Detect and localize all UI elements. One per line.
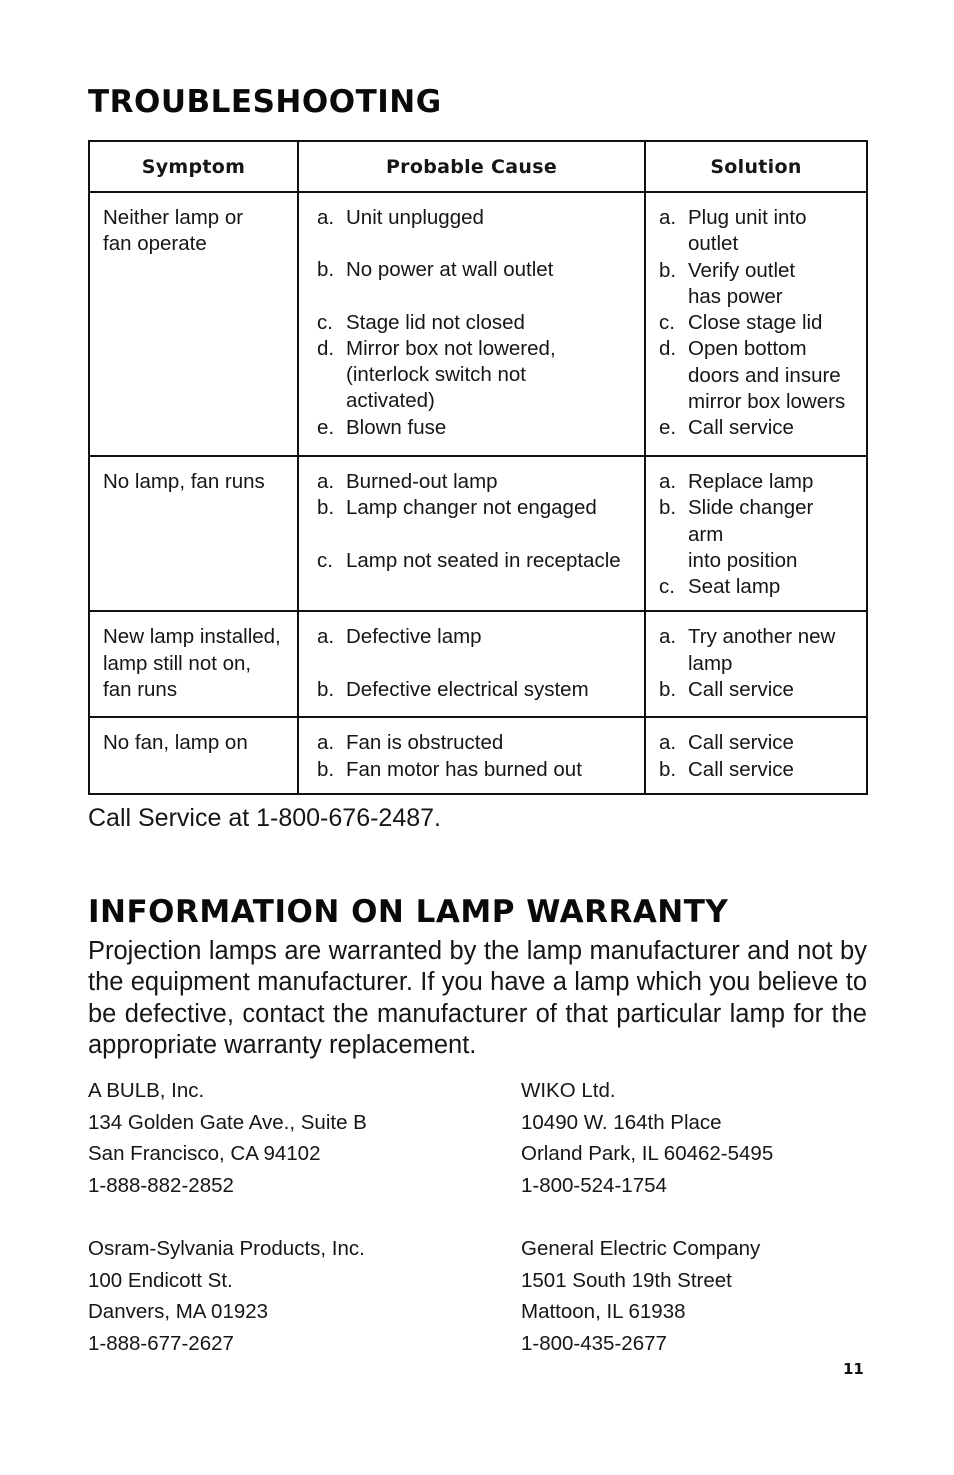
call-service-text: Call Service at 1-800-676-2487. bbox=[88, 804, 441, 832]
symptom-cell bbox=[89, 717, 298, 794]
cause-item: b. Fan motor has burned out bbox=[317, 757, 582, 781]
table-row bbox=[89, 192, 867, 456]
table-header-row bbox=[89, 141, 867, 192]
solution-item: b. Slide changer arm into position bbox=[659, 496, 814, 572]
address-osram-sylvania bbox=[88, 1233, 365, 1359]
solution-item: a. Call service bbox=[659, 731, 794, 755]
table-row bbox=[89, 456, 867, 611]
solution-item: a. Try another new lamp bbox=[659, 625, 836, 675]
address-phone: 1-888-677-2627 bbox=[88, 1331, 234, 1355]
symptom-cell bbox=[89, 192, 298, 456]
warranty-title: INFORMATION ON LAMP WARRANTY bbox=[88, 894, 729, 930]
cause-item: a. Fan is obstructed bbox=[317, 731, 504, 755]
page-number: 11 bbox=[843, 1360, 864, 1378]
solution-item: c. Seat lamp bbox=[659, 575, 781, 599]
solution-item: c. Close stage lid bbox=[659, 311, 823, 335]
solution-item: b. Call service bbox=[659, 678, 794, 702]
solution-cell bbox=[645, 717, 867, 794]
address-line: General Electric Company bbox=[521, 1237, 761, 1260]
address-line: Osram-Sylvania Products, Inc. bbox=[88, 1237, 365, 1260]
symptom-cell bbox=[89, 611, 298, 717]
address-line: 10490 W. 164th Place bbox=[521, 1110, 722, 1134]
symptom-line: No lamp, fan runs bbox=[103, 470, 265, 493]
probable-cause-header: Probable Cause bbox=[298, 141, 645, 192]
symptom-line: fan operate bbox=[103, 232, 207, 256]
symptom-cell bbox=[89, 456, 298, 611]
address-line: San Francisco, CA 94102 bbox=[88, 1142, 321, 1165]
symptom-header: Symptom bbox=[89, 141, 298, 192]
address-line: A BULB, Inc. bbox=[88, 1079, 205, 1102]
cause-item: a. Defective lamp bbox=[317, 625, 482, 649]
cause-item: b. Lamp changer not engaged bbox=[317, 496, 597, 520]
cause-cell bbox=[298, 717, 645, 794]
cause-item: e. Blown fuse bbox=[317, 415, 447, 439]
address-line: WIKO Ltd. bbox=[521, 1079, 616, 1102]
address-phone: 1-800-524-1754 bbox=[521, 1173, 667, 1197]
solution-cell bbox=[645, 456, 867, 611]
address-wiko bbox=[521, 1075, 773, 1201]
cause-cell bbox=[298, 456, 645, 611]
solution-item: b. Call service bbox=[659, 757, 794, 781]
cause-item: a. Unit unplugged bbox=[317, 206, 484, 229]
symptom-line: No fan, lamp on bbox=[103, 731, 248, 755]
troubleshooting-title: TROUBLESHOOTING bbox=[88, 84, 442, 120]
symptom-line: New lamp installed, bbox=[103, 625, 281, 649]
solution-header: Solution bbox=[645, 141, 867, 192]
symptom-line: fan runs bbox=[103, 678, 178, 702]
address-line: 134 Golden Gate Ave., Suite B bbox=[88, 1110, 367, 1134]
warranty-paragraph: Projection lamps are warranted by the lamp manufacturer and not by the equipment manufacturer. If you have a lamp which you believe to be defective, contact the manufacturer of that particular lamp for the appropriate warranty replacement. bbox=[88, 937, 867, 1059]
cause-cell bbox=[298, 192, 645, 456]
cause-item: c. Stage lid not closed bbox=[317, 310, 525, 334]
address-line: 100 Endicott St. bbox=[88, 1268, 233, 1292]
solution-item: e. Call service bbox=[659, 416, 794, 440]
address-line: Orland Park, IL 60462-5495 bbox=[521, 1142, 774, 1165]
solution-cell bbox=[645, 192, 867, 456]
cause-cell bbox=[298, 611, 645, 717]
address-phone: 1-888-882-2852 bbox=[88, 1173, 234, 1197]
address-line: 1501 South 19th Street bbox=[521, 1268, 732, 1292]
solution-item: d. Open bottom doors and insure mirror box lowers bbox=[659, 337, 846, 414]
cause-item: b. Defective electrical system bbox=[317, 677, 589, 701]
address-a-bulb bbox=[88, 1075, 367, 1201]
table-row bbox=[89, 717, 867, 794]
cause-item: c. Lamp not seated in receptacle bbox=[317, 548, 621, 572]
address-phone: 1-800-435-2677 bbox=[521, 1331, 667, 1355]
cause-item: b. No power at wall outlet bbox=[317, 258, 554, 282]
symptom-line: lamp still not on, bbox=[103, 651, 252, 675]
address-line: Danvers, MA 01923 bbox=[88, 1300, 269, 1323]
address-general-electric bbox=[521, 1233, 760, 1359]
troubleshooting-table bbox=[88, 140, 868, 795]
symptom-line: Neither lamp or bbox=[103, 206, 244, 229]
solution-cell bbox=[645, 611, 867, 717]
cause-item: a. Burned-out lamp bbox=[317, 470, 498, 493]
solution-item: a. Plug unit into outlet bbox=[659, 206, 807, 256]
solution-item: b. Verify outlet has power bbox=[659, 258, 796, 308]
cause-item: d. Mirror box not lowered, (interlock switch not activated) bbox=[317, 336, 556, 413]
table-row bbox=[89, 611, 867, 717]
address-line: Mattoon, IL 61938 bbox=[521, 1300, 686, 1323]
solution-item: a. Replace lamp bbox=[659, 470, 814, 493]
